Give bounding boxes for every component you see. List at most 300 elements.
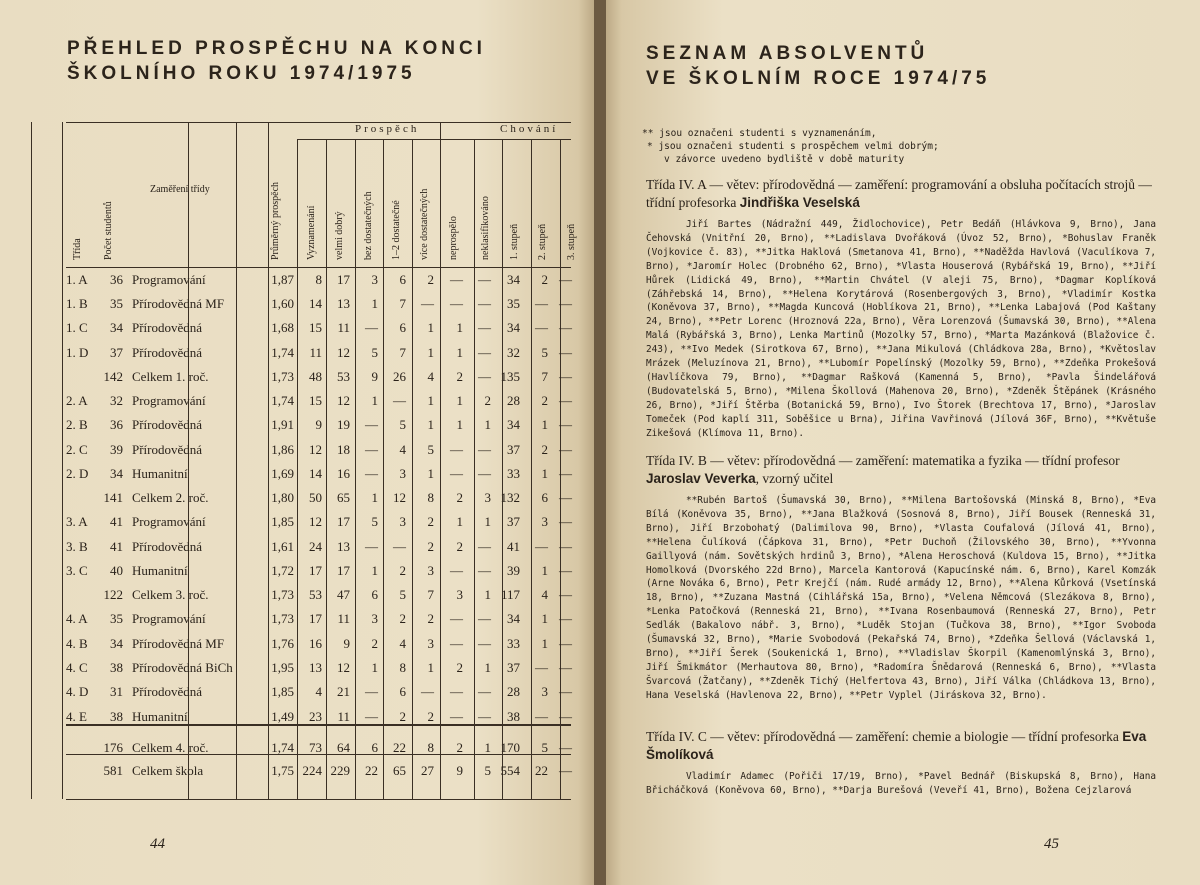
- table-cell: 47: [337, 587, 350, 602]
- table-cell: 581: [103, 763, 123, 778]
- table-cell: 32: [507, 345, 520, 360]
- table-cell: —: [478, 611, 491, 626]
- table-top-rule: [66, 122, 571, 123]
- teacher-name: Jindřiška Veselská: [739, 195, 860, 210]
- row-focus: Přírodovědná BiCh: [132, 660, 233, 675]
- table-cell: 1: [541, 636, 548, 651]
- table-cell: 28: [507, 393, 520, 408]
- section-heading: Třída IV. B — větev: přírodovědná — zaměření: matematika a fyzika — třídní profesor Jaroslav Veverka, vzorný učitel: [646, 453, 1120, 486]
- table-cell: 4: [427, 369, 434, 384]
- table-cell: 17: [309, 611, 322, 626]
- prospech-group-header: Prospěch: [355, 123, 420, 135]
- table-cell: 1,91: [271, 417, 294, 432]
- column-header-sub: bez dostatečných: [363, 191, 374, 260]
- table-cell: 17: [337, 272, 350, 287]
- row-focus: Přírodovědná: [132, 539, 203, 554]
- table-cell: —: [365, 320, 378, 335]
- row-class-code: 3. B: [66, 539, 88, 554]
- table-cell: 1: [371, 296, 378, 311]
- row-class-code: 4. A: [66, 611, 88, 626]
- table-cell: —: [535, 296, 548, 311]
- row-class-code: 2. C: [66, 442, 88, 457]
- section-heading: Třída IV. A — větev: přírodovědná — zaměření: programování a obsluha počítacích strojů — třídní profesorka Jindřiška Veselská: [646, 177, 1152, 210]
- table-cell: 1: [427, 393, 434, 408]
- row-focus: Přírodovědná: [132, 320, 203, 335]
- column-header-sub: Vyznamenání: [306, 205, 317, 260]
- student-list: Vladimír Adamec (Pořiči 17/19, Brno), *Pavel Bednář (Biskupská 8, Brno), Hana Břicháčková (Koněvova 60, Brno), **Darja Burešová (Veveří 41, Brno), Božena Cejzlarová: [646, 771, 1156, 796]
- table-cell: 24: [309, 539, 322, 554]
- table-cell: 4: [399, 636, 406, 651]
- table-cell: 27: [421, 763, 434, 778]
- table-cell: 1,74: [271, 393, 294, 408]
- table-column-rule: [236, 122, 237, 799]
- table-cell: 12: [393, 490, 406, 505]
- table-cell: —: [559, 345, 572, 360]
- book-gutter: [594, 0, 606, 885]
- table-cell: —: [450, 709, 463, 724]
- table-cell: 34: [507, 417, 520, 432]
- table-cell: 1: [541, 563, 548, 578]
- table-cell: 37: [507, 442, 520, 457]
- row-focus: Přírodovědná: [132, 442, 203, 457]
- table-cell: 2: [541, 272, 548, 287]
- table-cell: —: [559, 514, 572, 529]
- table-cell: —: [365, 709, 378, 724]
- table-cell: 117: [500, 587, 520, 602]
- table-cell: 1: [427, 466, 434, 481]
- table-cell: 16: [337, 466, 350, 481]
- table-cell: 2: [427, 514, 434, 529]
- table-cell: 17: [309, 563, 322, 578]
- table-cell: 1: [427, 320, 434, 335]
- table-cell: 41: [507, 539, 520, 554]
- column-header-pocet: Počet studentů: [103, 201, 114, 260]
- row-class-code: 4. D: [66, 684, 89, 699]
- row-class-code: 4. C: [66, 660, 88, 675]
- column-header-sub: velmi dobrý: [334, 211, 345, 260]
- table-cell: 1: [371, 393, 378, 408]
- row-class-code: 2. A: [66, 393, 88, 408]
- table-cell: 23: [309, 709, 322, 724]
- teacher-name: Eva Šmolíková: [646, 729, 1147, 762]
- table-cell: 1: [456, 345, 463, 360]
- table-cell: —: [421, 684, 434, 699]
- table-cell: 15: [309, 393, 322, 408]
- table-cell: 1,60: [271, 296, 294, 311]
- row-focus: Přírodovědná MF: [132, 296, 225, 311]
- table-cell: 34: [110, 636, 123, 651]
- table-cell: —: [365, 684, 378, 699]
- table-cell: —: [478, 563, 491, 578]
- row-focus: Celkem 1. roč.: [132, 369, 209, 384]
- table-cell: 1: [541, 417, 548, 432]
- table-cell: —: [559, 296, 572, 311]
- table-cell: 39: [507, 563, 520, 578]
- table-cell: 14: [309, 296, 322, 311]
- row-focus: Celkem 4. roč.: [132, 740, 209, 755]
- table-cell: 7: [541, 369, 548, 384]
- row-focus: Humanitní: [132, 563, 188, 578]
- table-cell: 33: [507, 636, 520, 651]
- table-cell: —: [559, 684, 572, 699]
- table-cell: 142: [103, 369, 123, 384]
- legend-line: ** jsou označeni studenti s vyznamenáním,: [642, 128, 877, 139]
- table-cell: 9: [371, 369, 378, 384]
- table-cell: 12: [309, 514, 322, 529]
- table-cell: 14: [309, 466, 322, 481]
- table-cell: 8: [427, 490, 434, 505]
- table-cell: 122: [103, 587, 123, 602]
- table-cell: 1,74: [271, 345, 294, 360]
- row-class-code: 4. E: [66, 709, 87, 724]
- table-cell: 22: [365, 763, 378, 778]
- table-cell: 1: [427, 660, 434, 675]
- table-cell: 11: [337, 709, 350, 724]
- legend-line: * jsou označeni studenti s prospěchem velmi dobrým;: [647, 141, 939, 152]
- table-cell: 1: [371, 563, 378, 578]
- table-cell: 38: [507, 709, 520, 724]
- table-cell: 1,69: [271, 466, 294, 481]
- table-cell: —: [478, 296, 491, 311]
- table-cell: 3: [541, 514, 548, 529]
- table-cell: 41: [110, 514, 123, 529]
- table-cell: —: [450, 636, 463, 651]
- table-cell: 1,73: [271, 611, 294, 626]
- table-cell: —: [559, 763, 572, 778]
- table-cell: 2: [456, 539, 463, 554]
- table-cell: —: [559, 611, 572, 626]
- table-cell: —: [450, 684, 463, 699]
- table-cell: —: [535, 320, 548, 335]
- row-class-code: 1. B: [66, 296, 88, 311]
- table-cell: 1: [371, 490, 378, 505]
- row-focus: Programování: [132, 272, 206, 287]
- table-cell: 8: [399, 660, 406, 675]
- class-section-iv-a: [646, 176, 1156, 441]
- table-cell: —: [559, 393, 572, 408]
- row-focus: Celkem 2. roč.: [132, 490, 209, 505]
- table-cell: —: [393, 539, 406, 554]
- row-class-code: 2. D: [66, 466, 89, 481]
- class-section-iv-c: [646, 728, 1156, 798]
- table-cell: —: [559, 587, 572, 602]
- table-cell: —: [559, 660, 572, 675]
- table-cell: 1,80: [271, 490, 294, 505]
- table-cell: 2: [456, 660, 463, 675]
- table-cell: 4: [399, 442, 406, 457]
- table-cell: 35: [110, 296, 123, 311]
- table-cell: —: [559, 417, 572, 432]
- table-cell: 9: [315, 417, 322, 432]
- table-cell: 2: [456, 369, 463, 384]
- table-cell: —: [535, 660, 548, 675]
- table-cell: 12: [337, 660, 350, 675]
- table-cell: 11: [337, 611, 350, 626]
- table-cell: 19: [337, 417, 350, 432]
- row-class-code: 3. A: [66, 514, 88, 529]
- table-cell: 2: [399, 611, 406, 626]
- section-heading: Třída IV. C — větev: přírodovědná — zaměření: chemie a biologie — třídní profesorka Eva Šmolíková: [646, 729, 1147, 762]
- student-list: Jiří Bartes (Nádražní 449, Židlochovice), Petr Bedáň (Hlávkova 9, Brno), Jana Čehovská (Vnitřní 20, Brno), **Ladislava Dvořáková (Úvoz 52, Brno), *Bohuslav Franěk (Vojkovice č. 83), **Jitka Haklová (Smetanova 41, Brno), **Naděžda Havlová (Vaculíkova 7, Brno), *Jaromír Holec (Drobného 62, Brno), *Vlasta Houserová (Rybářská 19, Brno), **Jiří Hůrek (Lidická 49, Brno), **Martin Chvátel (V aleji 75, Brno), *Dagmar Koplíková (Záhřebská 14, Brno), **Helena Korytárová (Rosenbergových 3, Brno), *Vladimír Kostka (Koněvova 37, Brno), **Magda Kuncová (Hoblíkova 21, Brno), **Lenka Labajová (Pod Kaštany 24, Brno), **Petr Lorenc (Hroznová 22a, Brno), Věra Lorenzová (Šumavská 30, Brno), **Alena Malá (Rybářská 3, Brno), Lenka Martinů (Mozolky 57, Brno), *Marta Mazánková (Blažovice č. 243), **Ivo Medek (Sirotkova 67, Brno), **Jana Mikulová (Chládkova 28a, Brno), *Květoslav Mrázek (Meluzínova 21, Brno), **Lubomír Popelínský (Mozolky 59, Brno), **Zdeňka Prokešová (Havlíčkova 79, Brno), **Dagmar Rašková (Kamenná 5, Brno), *Pavla Šindelářová (Budovatelská 5, Brno), *Milena Škollová (Mahenova 20, Brno), *Zdeněk Štěpánek (Krásného 26, Brno), *Jiří Štěrba (Botanická 59, Brno), Ivo Štorek (Brechtova 17, Brno), *Jaroslav Tomeček (Pod kaplí 311, Soběšice u Brna), Jiřina Vavřinová (Jílová 36F, Brno), **Květuše Zikešová (Klímova 11, Brno).: [646, 219, 1156, 439]
- table-cell: 2: [399, 709, 406, 724]
- table-cell: 9: [456, 763, 463, 778]
- column-header-sub: 3. stupeň: [566, 223, 577, 260]
- table-cell: —: [478, 272, 491, 287]
- row-focus: Celkem škola: [132, 763, 204, 778]
- column-header-sub: 1. stupeň: [509, 223, 520, 260]
- table-cell: 1: [484, 740, 491, 755]
- table-cell: 5: [541, 345, 548, 360]
- row-focus: Programování: [132, 514, 206, 529]
- table-cell: 1: [484, 417, 491, 432]
- table-cell: 1,73: [271, 369, 294, 384]
- table-cell: 3: [371, 611, 378, 626]
- table-cell: 65: [393, 763, 406, 778]
- table-cell: —: [365, 442, 378, 457]
- table-cell: 7: [399, 296, 406, 311]
- table-cell: —: [478, 442, 491, 457]
- row-focus: Přírodovědná: [132, 417, 203, 432]
- column-header-sub: 1–2 dostatečné: [391, 200, 402, 260]
- table-cell: 7: [427, 587, 434, 602]
- table-cell: 1: [541, 466, 548, 481]
- table-cell: 5: [541, 740, 548, 755]
- table-cell: 5: [371, 345, 378, 360]
- table-cell: 1: [484, 660, 491, 675]
- table-cell: 28: [507, 684, 520, 699]
- table-column-rule: [62, 122, 63, 799]
- table-cell: 7: [399, 345, 406, 360]
- table-cell: 1: [456, 514, 463, 529]
- table-cell: 2: [484, 393, 491, 408]
- table-cell: 1,86: [271, 442, 294, 457]
- table-cell: 50: [309, 490, 322, 505]
- row-focus: Humanitní: [132, 466, 188, 481]
- table-cell: 73: [309, 740, 322, 755]
- legend-line: v závorce uvedeno bydliště v době maturity: [664, 154, 905, 165]
- table-cell: 33: [507, 466, 520, 481]
- row-focus: Programování: [132, 393, 206, 408]
- table-column-rule: [31, 122, 32, 799]
- table-cell: —: [478, 345, 491, 360]
- right-title-line2: VE ŠKOLNÍM ROCE 1974/75: [646, 68, 991, 89]
- table-cell: 135: [500, 369, 520, 384]
- table-cell: 1: [484, 514, 491, 529]
- table-cell: —: [535, 709, 548, 724]
- table-cell: 2: [427, 709, 434, 724]
- table-cell: —: [450, 272, 463, 287]
- row-focus: Celkem 3. roč.: [132, 587, 209, 602]
- table-cell: 1,87: [271, 272, 294, 287]
- table-cell: 32: [110, 393, 123, 408]
- table-cell: 1,76: [271, 636, 294, 651]
- table-cell: —: [421, 296, 434, 311]
- row-class-code: 2. B: [66, 417, 88, 432]
- row-focus: Přírodovědná MF: [132, 636, 225, 651]
- table-cell: 2: [427, 611, 434, 626]
- table-bottom-rule: [66, 799, 571, 800]
- column-header-sub: neprospělo: [448, 216, 459, 260]
- table-cell: 4: [541, 587, 548, 602]
- table-cell: —: [450, 563, 463, 578]
- table-cell: 1,85: [271, 514, 294, 529]
- table-cell: 6: [399, 272, 406, 287]
- table-cell: 1,75: [271, 763, 294, 778]
- table-cell: —: [478, 369, 491, 384]
- table-cell: 37: [110, 345, 123, 360]
- table-cell: 1,68: [271, 320, 294, 335]
- table-cell: 3: [484, 490, 491, 505]
- row-focus: Přírodovědná: [132, 684, 203, 699]
- table-cell: 34: [507, 611, 520, 626]
- teacher-name: Jaroslav Veverka: [646, 471, 756, 486]
- table-cell: 13: [337, 296, 350, 311]
- table-cell: —: [450, 442, 463, 457]
- table-cell: 5: [371, 514, 378, 529]
- table-cell: 37: [507, 660, 520, 675]
- table-cell: 1: [427, 345, 434, 360]
- legend: [642, 127, 962, 166]
- table-cell: 65: [337, 490, 350, 505]
- table-cell: 6: [399, 684, 406, 699]
- table-cell: 2: [541, 393, 548, 408]
- table-cell: 11: [337, 320, 350, 335]
- left-page-number: 44: [150, 836, 165, 852]
- table-cell: 17: [337, 514, 350, 529]
- table-cell: 40: [110, 563, 123, 578]
- table-cell: 1,74: [271, 740, 294, 755]
- right-title-line1: SEZNAM ABSOLVENTŮ: [646, 43, 929, 64]
- table-cell: 31: [110, 684, 123, 699]
- table-cell: 8: [427, 740, 434, 755]
- table-cell: 11: [309, 345, 322, 360]
- table-cell: 6: [371, 740, 378, 755]
- table-cell: —: [559, 466, 572, 481]
- table-cell: 34: [110, 320, 123, 335]
- table-cell: —: [478, 636, 491, 651]
- table-cell: 2: [371, 636, 378, 651]
- table-cell: —: [559, 740, 572, 755]
- table-cell: —: [478, 684, 491, 699]
- table-cell: 35: [110, 611, 123, 626]
- table-cell: 41: [110, 539, 123, 554]
- table-cell: —: [365, 539, 378, 554]
- table-cell: —: [559, 320, 572, 335]
- table-cell: 2: [399, 563, 406, 578]
- table-cell: —: [478, 539, 491, 554]
- table-cell: 2: [541, 442, 548, 457]
- table-cell: 38: [110, 709, 123, 724]
- chovani-group-header: Chování: [500, 123, 559, 135]
- table-cell: 3: [371, 272, 378, 287]
- table-cell: —: [559, 539, 572, 554]
- table-cell: —: [559, 442, 572, 457]
- table-cell: 1: [456, 417, 463, 432]
- table-cell: —: [478, 709, 491, 724]
- table-cell: 48: [309, 369, 322, 384]
- left-title-line2: ŠKOLNÍHO ROKU 1974/1975: [67, 63, 416, 84]
- table-cell: 1,95: [271, 660, 294, 675]
- table-cell: 12: [309, 442, 322, 457]
- table-cell: 2: [427, 272, 434, 287]
- table-cell: 141: [103, 490, 123, 505]
- table-cell: —: [365, 417, 378, 432]
- table-cell: 12: [337, 345, 350, 360]
- table-cell: —: [559, 369, 572, 384]
- table-cell: 3: [427, 563, 434, 578]
- row-focus: Humanitní: [132, 709, 188, 724]
- table-cell: 1: [371, 660, 378, 675]
- table-cell: 2: [427, 539, 434, 554]
- table-cell: 1,49: [271, 709, 294, 724]
- table-cell: 2: [456, 490, 463, 505]
- table-cell: 64: [337, 740, 350, 755]
- column-header-sub: neklasifikováno: [480, 196, 491, 260]
- column-header-sub: více dostatečných: [419, 188, 430, 260]
- table-cell: 224: [302, 763, 322, 778]
- table-cell: —: [559, 709, 572, 724]
- table-cell: —: [559, 272, 572, 287]
- table-cell: 6: [541, 490, 548, 505]
- table-cell: 132: [500, 490, 520, 505]
- table-cell: 6: [371, 587, 378, 602]
- table-cell: 5: [399, 417, 406, 432]
- table-cell: —: [559, 490, 572, 505]
- table-cell: —: [478, 320, 491, 335]
- table-cell: 16: [309, 636, 322, 651]
- table-cell: —: [365, 466, 378, 481]
- right-page-number: 45: [1044, 836, 1059, 852]
- table-cell: 35: [507, 296, 520, 311]
- table-cell: 3: [427, 636, 434, 651]
- table-cell: 17: [337, 563, 350, 578]
- table-cell: 3: [399, 466, 406, 481]
- table-cell: —: [478, 466, 491, 481]
- table-cell: 22: [535, 763, 548, 778]
- table-cell: 15: [309, 320, 322, 335]
- table-cell: 53: [309, 587, 322, 602]
- table-cell: 36: [110, 272, 123, 287]
- left-title-line1: PŘEHLED PROSPĚCHU NA KONCI: [67, 38, 486, 59]
- table-cell: 34: [507, 272, 520, 287]
- table-cell: 5: [427, 442, 434, 457]
- table-cell: 8: [315, 272, 322, 287]
- table-cell: 39: [110, 442, 123, 457]
- row-focus: Přírodovědná: [132, 345, 203, 360]
- row-class-code: 3. C: [66, 563, 88, 578]
- table-cell: 229: [330, 763, 350, 778]
- table-cell: —: [559, 563, 572, 578]
- table-cell: —: [393, 393, 406, 408]
- table-cell: 1: [456, 320, 463, 335]
- class-section-iv-b: [646, 452, 1156, 703]
- table-cell: 18: [337, 442, 350, 457]
- table-cell: 1,61: [271, 539, 294, 554]
- table-cell: 6: [399, 320, 406, 335]
- table-cell: 4: [315, 684, 322, 699]
- table-cell: 1: [484, 587, 491, 602]
- row-class-code: 1. D: [66, 345, 89, 360]
- column-header-prumerny: Průměrný prospěch: [270, 181, 281, 260]
- table-cell: 53: [337, 369, 350, 384]
- row-class-code: 4. B: [66, 636, 88, 651]
- table-cell: 34: [507, 320, 520, 335]
- table-cell: —: [535, 539, 548, 554]
- table-cell: 3: [541, 684, 548, 699]
- table-cell: —: [450, 296, 463, 311]
- table-cell: 26: [393, 369, 406, 384]
- table-cell: 1: [541, 611, 548, 626]
